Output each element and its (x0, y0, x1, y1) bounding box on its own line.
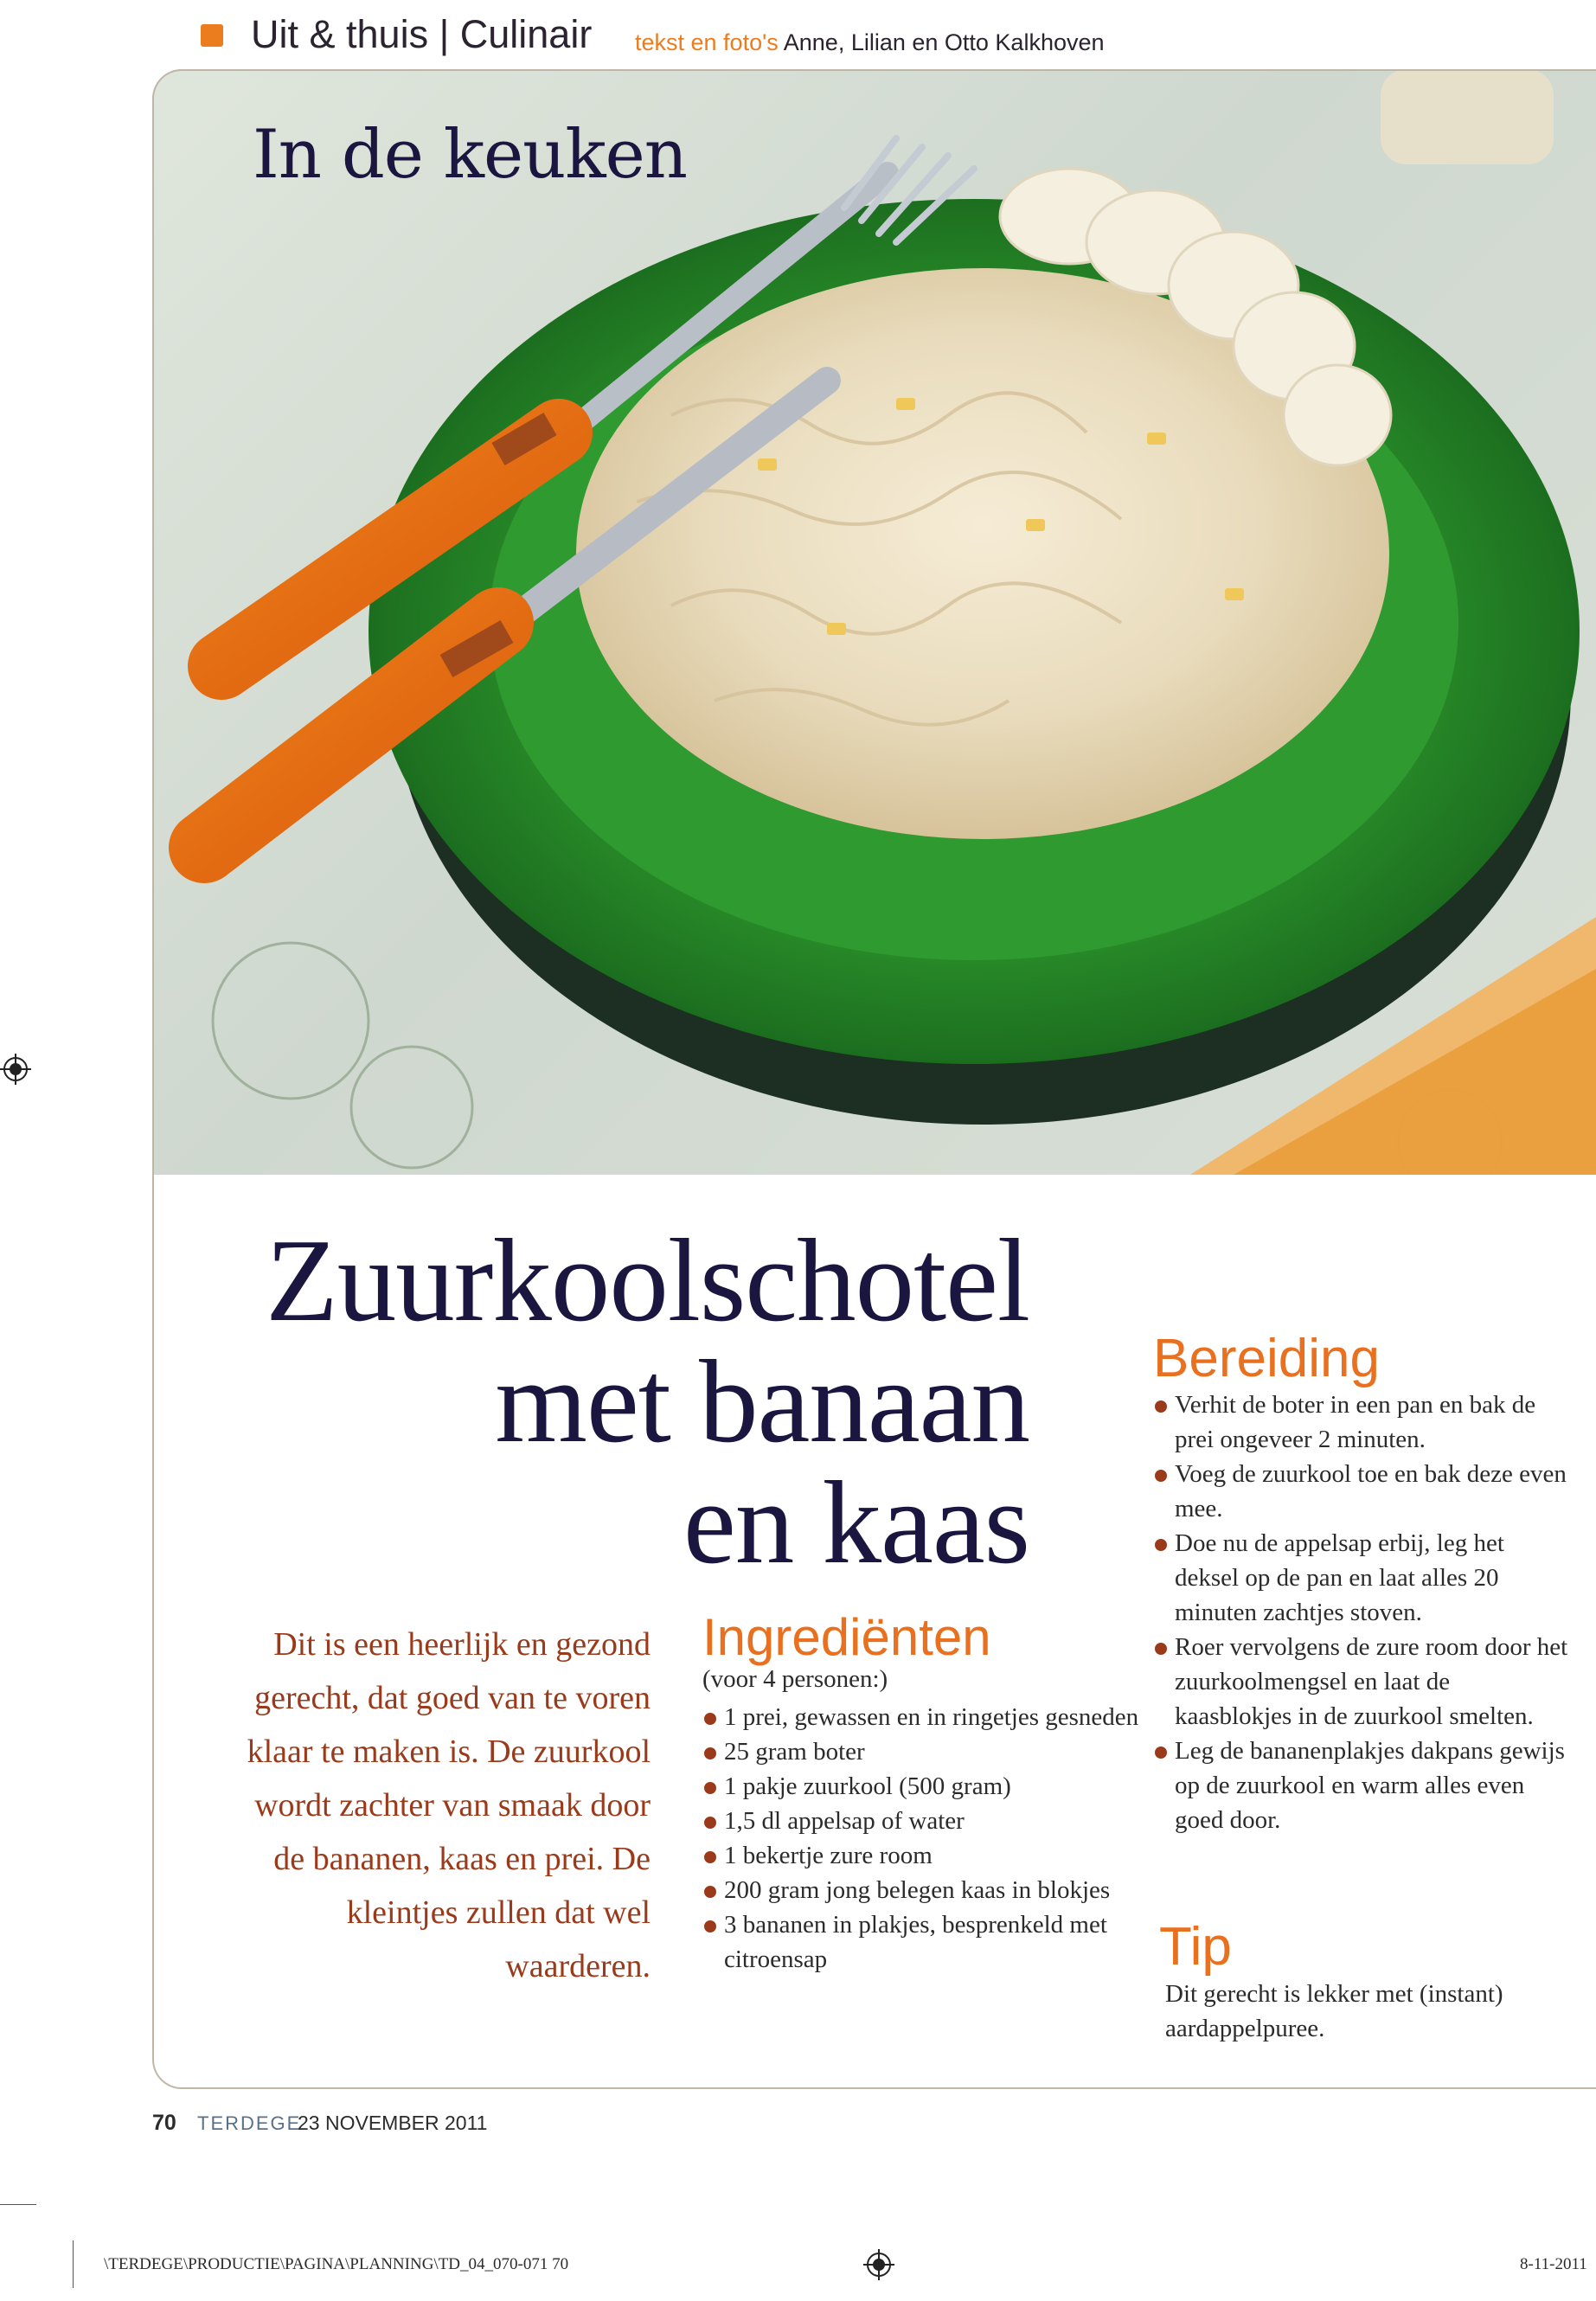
ingredient-item: 25 gram boter (702, 1734, 1139, 1769)
title-line-3: en kaas (683, 1457, 1029, 1588)
tip-heading: Tip (1159, 1917, 1232, 1977)
preparation-heading: Bereiding (1153, 1329, 1380, 1388)
recipe-title (190, 1215, 1029, 1588)
ingredients-subheading: (voor 4 personen:) (702, 1665, 888, 1693)
title-line-2: met banaan (495, 1336, 1029, 1467)
section-marker-icon (201, 24, 223, 47)
intro-text: Dit is een heerlijk en gezond gerecht, dat goed van te voren klaar te maken is. De zuurkool wordt zachter van smaak door de bananen, kaas en prei. De kleintjes zullen dat wel waarderen. (247, 1626, 651, 1984)
preparation-step: Verhit de boter in een pan en bak de prei ongeveer 2 minuten. (1153, 1388, 1570, 1457)
issue-date: 23 NOVEMBER 2011 (298, 2112, 488, 2134)
ingredient-item: 200 gram jong belegen kaas in blokjes (702, 1873, 1139, 1907)
registration-mark-icon (0, 1054, 31, 1085)
credit-line (635, 29, 1105, 56)
preparation-step: Roer vervolgens de zure room door het zuurkoolmengsel en laat de kaasblokjes in de zuurkool smelten. (1153, 1630, 1570, 1734)
ingredient-item: 3 bananen in plakjes, besprenkeld met citroensap (702, 1907, 1139, 1977)
section-label: Uit & thuis | Culinair (251, 12, 593, 56)
registration-mark-icon (863, 2249, 894, 2280)
slug-date: 8-11-2011 (1520, 2255, 1587, 2273)
credit-names: Anne, Lilian en Otto Kalkhoven (783, 29, 1105, 55)
preparation-step: Doe nu de appelsap erbij, leg het deksel op de pan en laat alles 20 minuten zachtjes stoven. (1153, 1526, 1570, 1630)
ingredient-item: 1 pakje zuurkool (500 gram) (702, 1769, 1139, 1804)
preparation-steps (1153, 1388, 1570, 1837)
tip-text: Dit gerecht is lekker met (instant) aardappelpuree. (1165, 1980, 1503, 2042)
preparation-step: Voeg de zuurkool toe en bak deze even mee. (1153, 1457, 1570, 1526)
slug-path: \TERDEGE\PRODUCTIE\PAGINA\PLANNING\TD_04_070-071 70 (104, 2255, 569, 2273)
crop-mark (73, 2240, 74, 2288)
ingredient-item: 1,5 dl appelsap of water (702, 1804, 1139, 1838)
photo-title: In de keuken (253, 116, 688, 194)
page-number: 70 (152, 2111, 176, 2135)
ingredients-list (702, 1700, 1139, 1977)
crop-mark (0, 2204, 36, 2205)
ingredients-heading: Ingrediënten (702, 1608, 991, 1666)
credit-label: tekst en foto's (635, 29, 779, 55)
ingredient-item: 1 bekertje zure room (702, 1838, 1139, 1873)
ingredient-item: 1 prei, gewassen en in ringetjes gesneden (702, 1700, 1139, 1734)
title-line-1: Zuurkoolschotel (266, 1215, 1029, 1346)
magazine-name: TERDEGE (197, 2112, 302, 2134)
preparation-step: Leg de bananenplakjes dakpans gewijs op de zuurkool en warm alles even goed door. (1153, 1734, 1570, 1837)
